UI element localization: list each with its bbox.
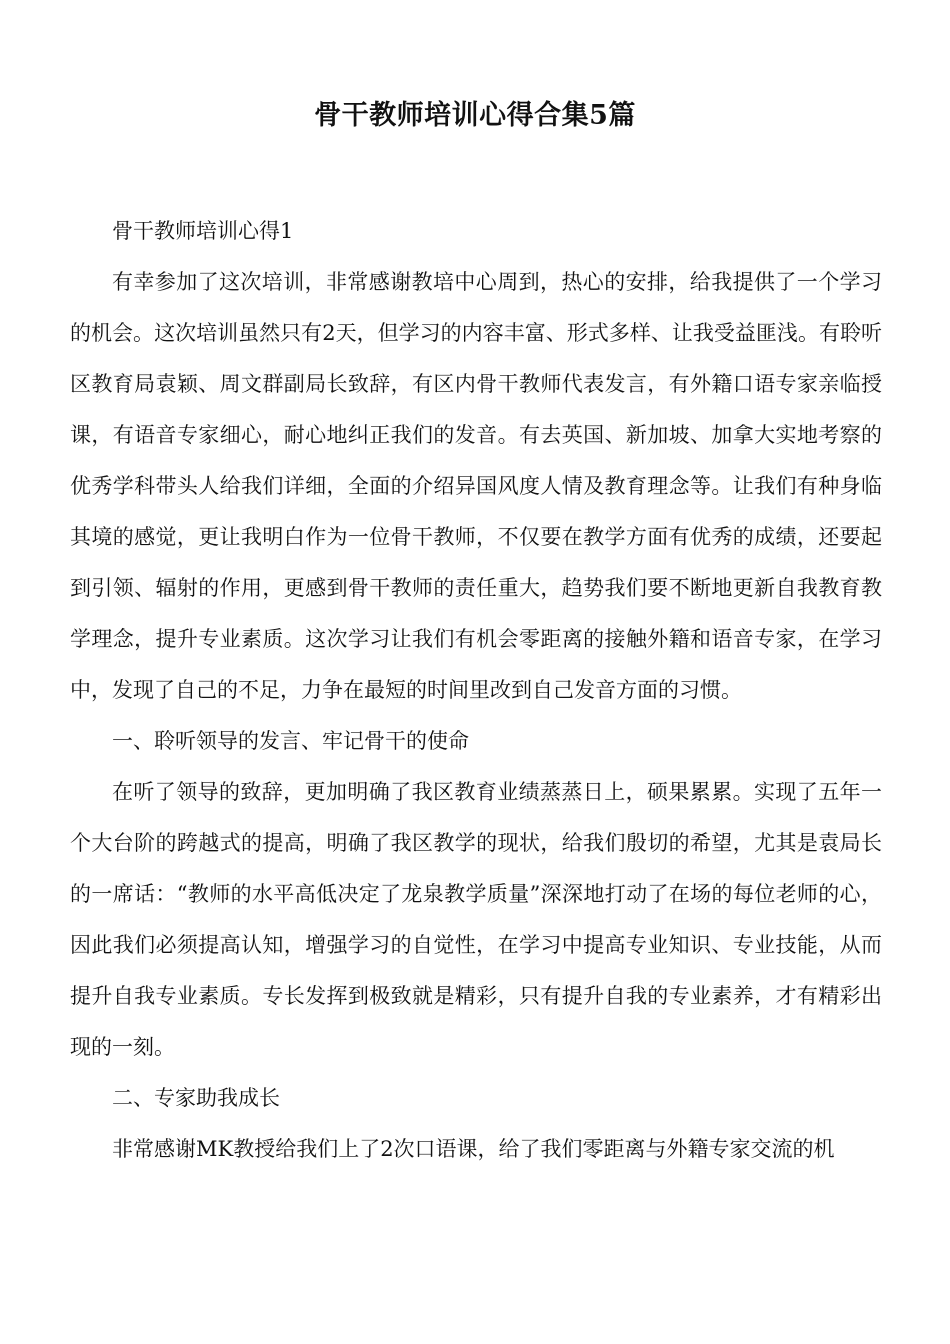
section-heading-1: 骨干教师培训心得1 [112, 219, 294, 243]
paragraph-experts: 非常感谢MK教授给我们上了2次口语课，给了我们零距离与外籍专家交流的机 [112, 1137, 835, 1161]
paragraph-intro: 有幸参加了这次培训，非常感谢教培中心周到，热心的安排，给我提供了一个学习的机会。这次培训虽然只有2天，但学习的内容丰富、形式多样、让我受益匪浅。有聆听区教育局袁颖、周文群副局长致辞，有区内骨干教师代表发言，有外籍口语专家亲临授课，有语音专家细心，耐心地纠正我们的发音。有去英国、新加坡、加拿大实地考察的优秀学科带头人给我们详细，全面的介绍异国风度人情及教育理念等。让我们有种身临其境的感觉，更让我明白作为一位骨干教师，不仅要在教学方面有优秀的成绩，还要起到引领、辐射的作用，更感到骨干教师的责任重大，趋势我们要不断地更新自我教育教学理念，提升专业素质。这次学习让我们有机会零距离的接触外籍和语音专家，在学习中，发现了自己的不足，力争在最短的时间里改到自己发音方面的习惯。 [70, 270, 882, 702]
subheading-experts: 二、专家助我成长 [112, 1086, 280, 1110]
document-body [70, 206, 882, 1175]
document-title: 骨干教师培训心得合集5篇 [314, 100, 636, 131]
subheading-listen-leaders: 一、聆听领导的发言、牢记骨干的使命 [112, 729, 469, 753]
paragraph-leaders: 在听了领导的致辞，更加明确了我区教育业绩蒸蒸日上，硕果累累。实现了五年一个大台阶的跨越式的提高，明确了我区教学的现状，给我们殷切的希望，尤其是袁局长的一席话：“教师的水平高低决定了龙泉教学质量”深深地打动了在场的每位老师的心，因此我们必须提高认知，增强学习的自觉性，在学习中提高专业知识、专业技能，从而提升自我专业素质。专长发挥到极致就是精彩，只有提升自我的专业素养，才有精彩出现的一刻。 [70, 780, 882, 1059]
